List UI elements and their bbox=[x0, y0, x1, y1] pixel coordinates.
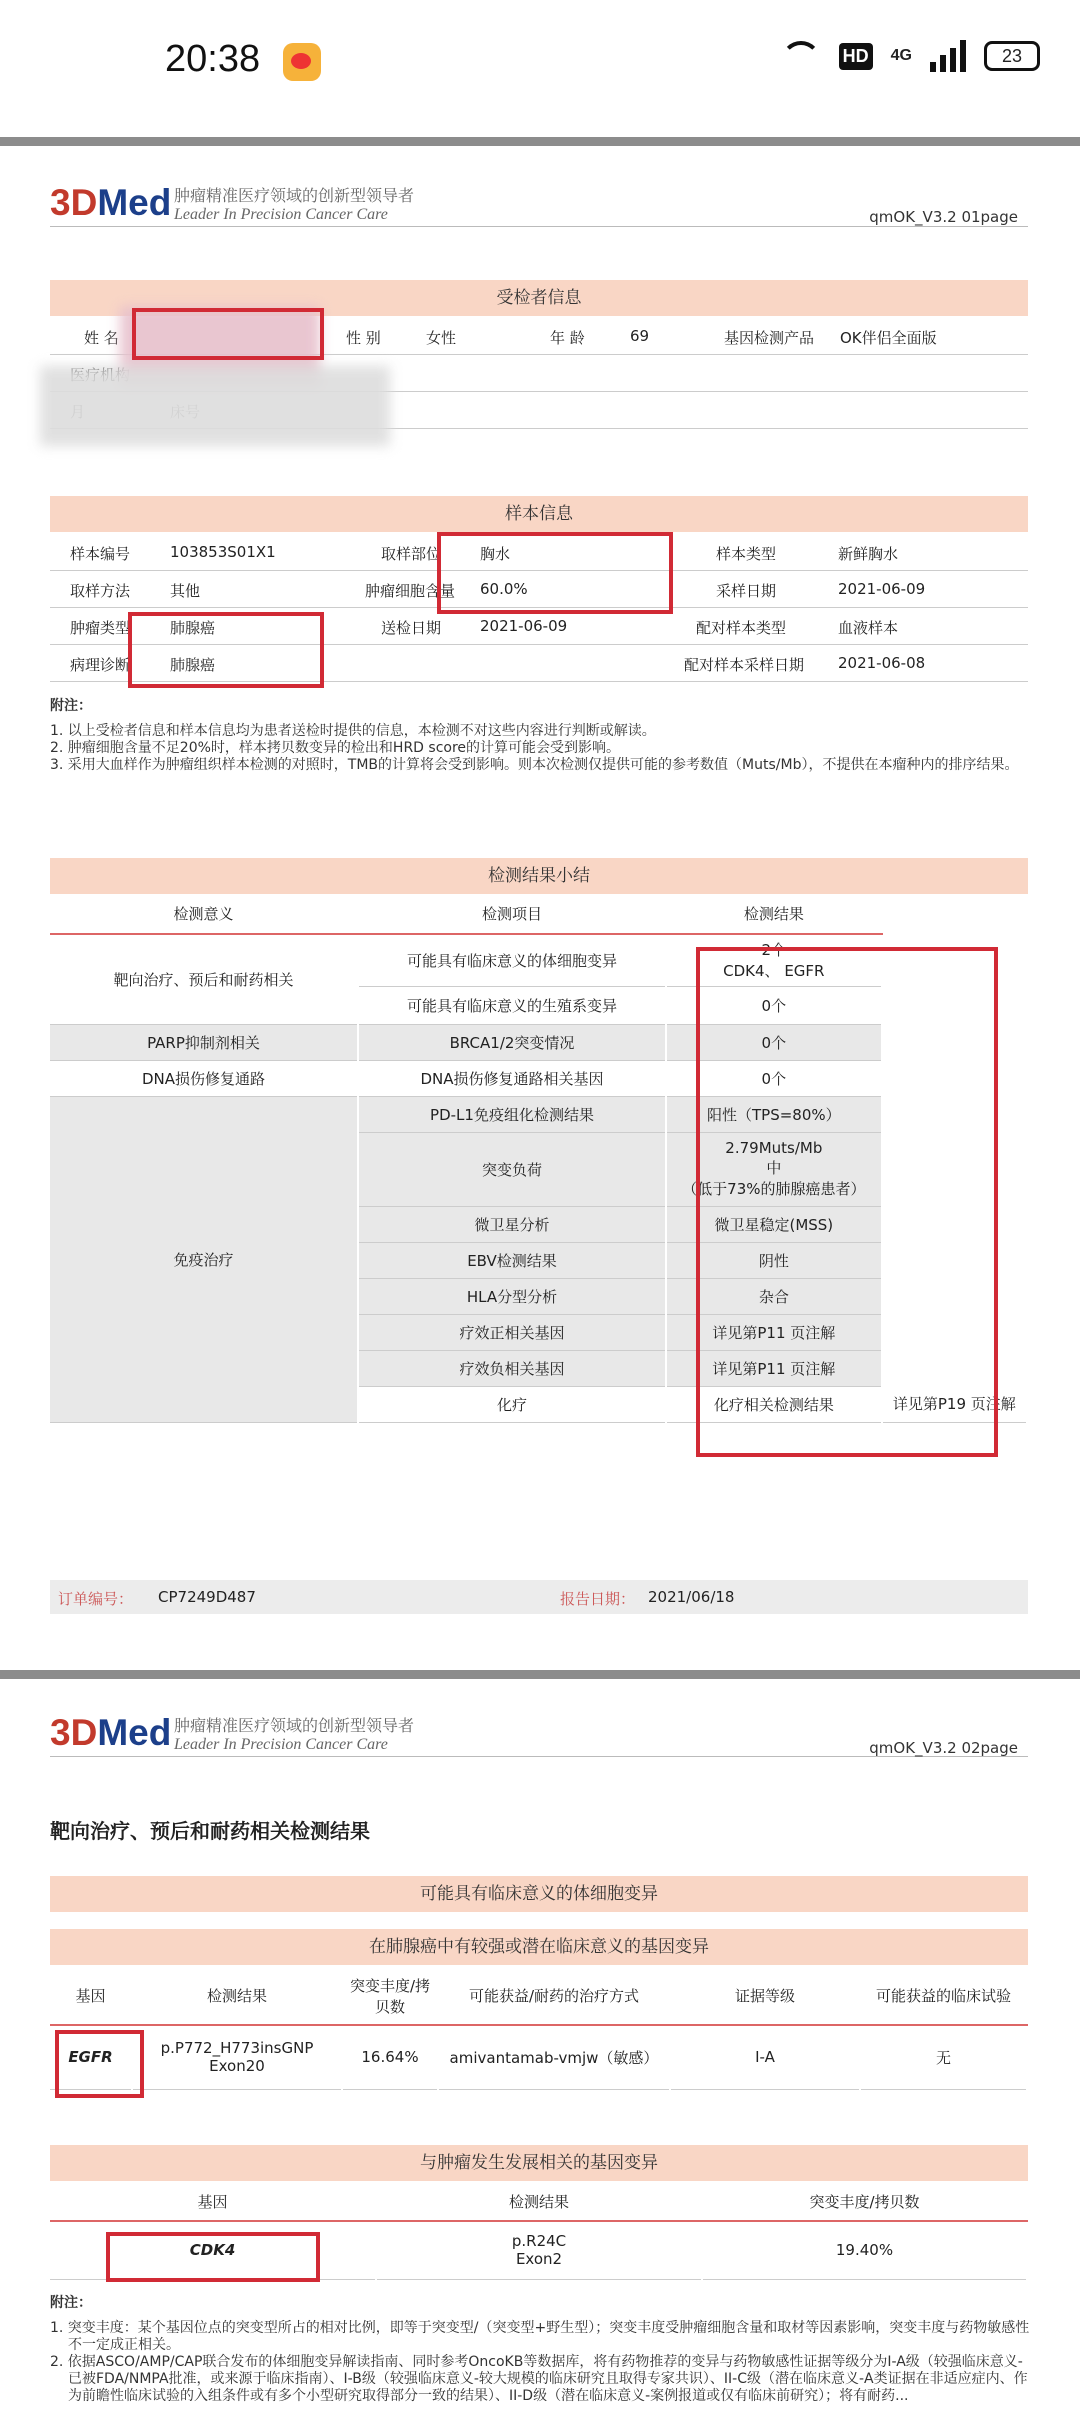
cell: 疗效负相关基因 bbox=[358, 1350, 666, 1386]
group-cell: 靶向治疗、预后和耐药相关 bbox=[50, 934, 358, 1024]
date-label: 报告日期： bbox=[560, 1590, 636, 1608]
col-header: 基因 bbox=[50, 1967, 132, 2025]
cell: 0个 bbox=[666, 1060, 882, 1096]
table-header bbox=[50, 1967, 1027, 2025]
cell: 取样方法 bbox=[70, 582, 131, 600]
cell: PD-L1免疫组化检测结果 bbox=[358, 1096, 666, 1132]
cell: 0个 bbox=[666, 986, 882, 1024]
cell: I-A bbox=[670, 2025, 860, 2089]
sec2-title: 与肿瘤发生发展相关的基因变异 bbox=[50, 2145, 1028, 2181]
notes-title: 附注： bbox=[50, 2295, 92, 2311]
cell: 化疗相关检测结果 bbox=[666, 1386, 882, 1422]
table-header bbox=[50, 2183, 1027, 2221]
note-item: 1. 以上受检者信息和样本信息均为患者送检时提供的信息，本检测不对这些内容进行判断或解读。 bbox=[50, 723, 656, 739]
cell-line: Exon20 bbox=[209, 2057, 265, 2076]
cell: HLA分型分析 bbox=[358, 1278, 666, 1314]
cell: 新鲜胸水 bbox=[838, 545, 899, 563]
redaction-blur-2 bbox=[40, 366, 390, 446]
cell-line: p.R24C bbox=[511, 2232, 567, 2251]
cell: 微卫星稳定(MSS) bbox=[666, 1206, 882, 1242]
cell: 肿瘤类型 bbox=[70, 619, 131, 637]
cell: 16.64% bbox=[342, 2025, 438, 2089]
cell: 血液样本 bbox=[838, 619, 899, 637]
cell: BRCA1/2突变情况 bbox=[358, 1024, 666, 1060]
age-label: 年 龄 bbox=[550, 329, 585, 347]
sample-section-title: 样本信息 bbox=[50, 496, 1028, 532]
note-item: 3. 采用大血样作为肿瘤组织样本检测的对照时，TMB的计算将会受到影响。则本次检测仅提供可能的参考数值（Muts/Mb），不提供在本瘤种内的排序结果。 bbox=[50, 757, 1019, 773]
wifi-icon bbox=[781, 41, 821, 71]
cell: 可能具有临床意义的体细胞变异 bbox=[358, 934, 666, 986]
cell: 肺腺癌 bbox=[170, 656, 216, 674]
battery-icon: 23 bbox=[984, 41, 1040, 71]
somatic-table bbox=[50, 1967, 1028, 2090]
weibo-icon bbox=[283, 43, 321, 81]
col-header: 证据等级 bbox=[670, 1967, 860, 2025]
order-footer bbox=[50, 1580, 1028, 1614]
cell: 2021-06-09 bbox=[838, 580, 926, 598]
cell: 无 bbox=[860, 2025, 1027, 2089]
col-header: 检测项目 bbox=[358, 894, 666, 934]
clock: 20:38 bbox=[165, 38, 261, 80]
cell: 病理诊断 bbox=[70, 656, 131, 674]
col-header: 检测结果 bbox=[666, 894, 882, 934]
sec1b-title: 在肺腺癌中有较强或潜在临床意义的基因变异 bbox=[50, 1929, 1028, 1965]
logo: 3DMed bbox=[50, 182, 172, 223]
col-header: 检测结果 bbox=[376, 2183, 702, 2221]
section-heading: 靶向治疗、预后和耐药相关检测结果 bbox=[50, 1819, 370, 1843]
cell: 其他 bbox=[170, 582, 201, 600]
cell: 肺腺癌 bbox=[170, 619, 216, 637]
cell-line: 2个 bbox=[761, 941, 787, 960]
cell: DNA损伤修复通路相关基因 bbox=[358, 1060, 666, 1096]
cell: 0个 bbox=[666, 1024, 882, 1060]
cell: 样本编号 bbox=[70, 545, 131, 563]
cell-line: （低于73%的肺腺癌患者） bbox=[682, 1180, 866, 1198]
page-tag: qmOK_V3.2 01page bbox=[869, 208, 1018, 226]
cell: 取样部位 bbox=[381, 545, 442, 563]
page-tag: qmOK_V3.2 02page bbox=[869, 1739, 1018, 1757]
age-value: 69 bbox=[630, 327, 650, 345]
network-label: 4G bbox=[890, 47, 912, 64]
cell: 样本类型 bbox=[716, 545, 777, 563]
cell: 采样日期 bbox=[716, 582, 777, 600]
cell: 配对样本类型 bbox=[696, 619, 787, 637]
cell: 肿瘤细胞含量 bbox=[365, 582, 456, 600]
cell: 杂合 bbox=[666, 1278, 882, 1314]
status-bar bbox=[0, 0, 1080, 138]
cell: 突变负荷 bbox=[358, 1132, 666, 1206]
cell: 微卫星分析 bbox=[358, 1206, 666, 1242]
gene-cell: EGFR bbox=[50, 2025, 132, 2089]
group-cell: DNA损伤修复通路 bbox=[50, 1060, 358, 1096]
report-page-1 bbox=[0, 146, 1080, 1666]
cell-line: 中 bbox=[766, 1159, 782, 1177]
cell: 2021-06-08 bbox=[838, 654, 926, 672]
cell: 阳性（TPS=80%） bbox=[666, 1096, 882, 1132]
product-value: OK伴侣全面版 bbox=[840, 329, 937, 347]
cell: 2021-06-09 bbox=[480, 617, 568, 635]
cell: 详见第P19 页注解 bbox=[882, 1386, 1027, 1422]
highlight-box-cdk4 bbox=[106, 2232, 320, 2282]
cell: amivantamab-vmjw（敏感） bbox=[438, 2025, 670, 2089]
summary-section-title: 检测结果小结 bbox=[50, 858, 1028, 894]
group-cell: PARP抑制剂相关 bbox=[50, 1024, 358, 1060]
group-cell: 免疫治疗 bbox=[50, 1096, 358, 1422]
col-header: 基因 bbox=[50, 2183, 376, 2221]
note-item: 2. 肿瘤细胞含量不足20%时，样本拷贝数变异的检出和HRD score的计算可能会受到影响。 bbox=[50, 740, 621, 756]
cell: 60.0% bbox=[480, 580, 528, 598]
col-header: 突变丰度/拷贝数 bbox=[702, 2183, 1027, 2221]
col-header: 检测意义 bbox=[50, 894, 358, 934]
note-item: 2. 依据ASCO/AMP/CAP联合发布的体细胞变异解读指南、同时参考OncoKB等数据库，将有药物推荐的变异与药物敏感性证据等级分为I-A级（较强临床意义-已被FDA/NMPA批准，或来源于临床指南）、I-B级（较强临床意义-较大规模的临床研究且取得专家共识）、II-C级（潜在临床意义-A类证据在非适应症内、作为前瞻性临床试验的入组条件或有多个小型研究取得部分一致的结果）、II-D级（潜在临床意义-案例报道或仅有临床前研究）；将有耐药... bbox=[50, 2354, 1028, 2404]
page-divider-2 bbox=[0, 1670, 1080, 1679]
cell: 阴性 bbox=[666, 1242, 882, 1278]
notes-1 bbox=[50, 698, 1030, 774]
cell: 详见第P11 页注解 bbox=[666, 1350, 882, 1386]
highlight-box-tumor bbox=[128, 612, 324, 688]
signal-icon bbox=[930, 40, 966, 72]
col-header: 可能获益的临床试验 bbox=[860, 1967, 1027, 2025]
slogan: 肿瘤精准医疗领域的创新型领导者 Leader In Precision Cancer Care bbox=[174, 186, 415, 223]
col-header: 可能获益/耐药的治疗方式 bbox=[438, 1967, 670, 2025]
cell-line: Exon2 bbox=[515, 2250, 563, 2269]
slogan: 肿瘤精准医疗领域的创新型领导者 Leader In Precision Cancer Care bbox=[174, 1716, 415, 1753]
hd-badge: HD bbox=[839, 43, 873, 70]
table-row bbox=[50, 2025, 1027, 2089]
cell: 可能具有临床意义的生殖系变异 bbox=[358, 986, 666, 1024]
notes-2 bbox=[50, 2295, 1030, 2405]
cell: 疗效正相关基因 bbox=[358, 1314, 666, 1350]
notes-title: 附注： bbox=[50, 698, 92, 714]
header-rule bbox=[50, 226, 1028, 227]
cell: 送检日期 bbox=[381, 619, 442, 637]
cell: 详见第P11 页注解 bbox=[666, 1314, 882, 1350]
cell bbox=[376, 2221, 702, 2279]
cell bbox=[132, 2025, 342, 2089]
order-label: 订单编号： bbox=[58, 1590, 134, 1608]
table-header bbox=[50, 894, 1027, 934]
highlight-box-results bbox=[696, 947, 998, 1457]
highlight-box-name bbox=[132, 308, 324, 360]
highlight-box-site bbox=[437, 532, 673, 614]
note-item: 1. 突变丰度：某个基因位点的突变型所占的相对比例，即等于突变型/（突变型+野生型）；突变丰度受肿瘤细胞含量和取材等因素影响，突变丰度与药物敏感性不一定成正相关。 bbox=[50, 2320, 1030, 2353]
group-cell: 化疗 bbox=[358, 1386, 666, 1422]
report-page-2 bbox=[0, 1679, 1080, 2412]
gene-cell: CDK4 bbox=[50, 2221, 376, 2279]
sex-label: 性 别 bbox=[346, 329, 381, 347]
col-header: 检测结果 bbox=[132, 1967, 342, 2025]
highlight-box-egfr bbox=[55, 2030, 144, 2098]
sex-value: 女性 bbox=[426, 329, 457, 347]
cell: EBV检测结果 bbox=[358, 1242, 666, 1278]
page-divider bbox=[0, 137, 1080, 146]
cell-line: CDK4、 EGFR bbox=[723, 962, 825, 981]
logo: 3DMed bbox=[50, 1712, 172, 1753]
cell-line: 2.79Muts/Mb bbox=[725, 1139, 823, 1157]
report-date: 2021/06/18 bbox=[648, 1588, 735, 1606]
patient-section-title: 受检者信息 bbox=[50, 280, 1028, 316]
name-label: 姓 名 bbox=[84, 329, 119, 347]
product-label: 基因检测产品 bbox=[724, 329, 815, 347]
cell-line: p.P772_H773insGNP bbox=[160, 2039, 314, 2058]
sec1-title: 可能具有临床意义的体细胞变异 bbox=[50, 1876, 1028, 1912]
order-number: CP7249D487 bbox=[158, 1588, 256, 1606]
col-header: 突变丰度/拷贝数 bbox=[342, 1967, 438, 2025]
cell: 19.40% bbox=[702, 2221, 1027, 2279]
cell: 配对样本采样日期 bbox=[684, 656, 805, 674]
cell: 103853S01X1 bbox=[170, 543, 276, 561]
cell: 胸水 bbox=[480, 545, 511, 563]
